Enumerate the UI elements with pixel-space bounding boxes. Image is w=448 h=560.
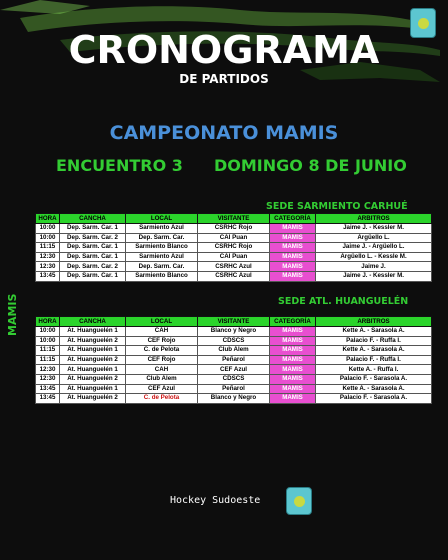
table-cell: Sarmiento Azul [126,224,198,234]
table-cell: Dep. Sarm. Car. 2 [60,233,126,243]
table-cell: Kette A. - Sarasola A. [316,327,432,337]
table-cell: 10:00 [36,336,60,346]
table-cell: MAMIS [270,262,316,272]
date-label: DOMINGO 8 DE JUNIO [214,156,407,175]
schedule-table [35,213,432,282]
column-header: CATEGORÍA [270,317,316,327]
table-cell: CEF Azul [198,365,270,375]
table-row [36,336,432,346]
table-cell: CEF Rojo [126,336,198,346]
table-cell: Palacio F. - Sarasola A. [316,374,432,384]
table-cell: Dep. Sarm. Car. 1 [60,252,126,262]
table-cell: MAMIS [270,336,316,346]
schedule-table [35,316,432,404]
table-cell: MAMIS [270,224,316,234]
table-cell: CSRHC Rojo [198,224,270,234]
page-title: CRONOGRAMA [68,28,380,72]
table-cell: At. Huanguelén 1 [60,346,126,356]
table-row [36,271,432,281]
table-cell: Kette A. - Sarasola A. [316,346,432,356]
table-cell: At. Huanguelén 1 [60,365,126,375]
column-header: LOCAL [126,214,198,224]
table-cell: Dep. Sarm. Car. [126,262,198,272]
table-row [36,243,432,253]
table-row [36,233,432,243]
table-cell: CAH [126,327,198,337]
column-header: LOCAL [126,317,198,327]
table-cell: Dep. Sarm. Car. 1 [60,224,126,234]
table-cell: CAI Puan [198,252,270,262]
column-header: CATEGORÍA [270,214,316,224]
table-cell: 11:15 [36,355,60,365]
table-row [36,374,432,384]
round-label: ENCUENTRO 3 [56,156,183,175]
table-cell: Dep. Sarm. Car. 1 [60,271,126,281]
table-cell: MAMIS [270,394,316,404]
table-cell: CSRHC Azul [198,271,270,281]
table-cell: MAMIS [270,233,316,243]
table-cell: Jaime J. - Argüello L. [316,243,432,253]
table-cell: Dep. Sarm. Car. 2 [60,262,126,272]
table-cell: 12:30 [36,374,60,384]
table-row [36,262,432,272]
column-header: CANCHA [60,317,126,327]
column-header: VISITANTE [198,214,270,224]
table-header-row [36,317,432,327]
table-cell: Club Alem [126,374,198,384]
table-cell: MAMIS [270,384,316,394]
table-cell: MAMIS [270,252,316,262]
table-cell: Argüello L. - Kessle M. [316,252,432,262]
table-cell: 11:15 [36,346,60,356]
table-cell: CAI Puan [198,233,270,243]
table-cell: At. Huanguelén 2 [60,374,126,384]
table-cell: At. Huanguelén 2 [60,336,126,346]
table-cell: MAMIS [270,355,316,365]
column-header: ARBITROS [316,214,432,224]
table-cell: Palacio F. - Sarasola A. [316,394,432,404]
table-cell: MAMIS [270,365,316,375]
hockey-sudoeste-logo-icon [286,487,312,515]
table-cell: Blanco y Negro [198,394,270,404]
table-cell: At. Huanguelén 2 [60,355,126,365]
table-cell: 10:00 [36,233,60,243]
table-cell: MAMIS [270,243,316,253]
table-cell: Argüello L. [316,233,432,243]
table-row [36,384,432,394]
table-cell: CEF Azul [126,384,198,394]
table-row [36,394,432,404]
column-header: HORA [36,214,60,224]
table-cell: 13:45 [36,271,60,281]
table-cell: CSRHC Azul [198,262,270,272]
table-cell: Jaime J. [316,262,432,272]
table-cell: Sarmiento Blanco [126,271,198,281]
table-cell: 13:45 [36,384,60,394]
table-cell: 12:30 [36,252,60,262]
table-cell: CDSCS [198,374,270,384]
table-cell: 11:15 [36,243,60,253]
footer-brand: Hockey Sudoeste [170,495,261,506]
column-header: CANCHA [60,214,126,224]
table-cell: Club Alem [198,346,270,356]
table-row [36,252,432,262]
table-cell: 13:45 [36,394,60,404]
table-cell: C. de Pelota [126,394,198,404]
table-cell: Dep. Sarm. Car. 1 [60,243,126,253]
table-cell: Kette A. - Ruffa I. [316,365,432,375]
table-header-row [36,214,432,224]
column-header: HORA [36,317,60,327]
table-row [36,365,432,375]
table-cell: Palacio F. - Ruffa I. [316,355,432,365]
table-row [36,224,432,234]
venue-title: SEDE ATL. HUANGUELÉN [278,296,409,307]
table-cell: Palacio F. - Ruffa I. [316,336,432,346]
table-cell: 12:30 [36,262,60,272]
tournament-name: CAMPEONATO MAMIS [109,122,339,144]
table-cell: Blanco y Negro [198,327,270,337]
table-cell: CEF Rojo [126,355,198,365]
table-cell: MAMIS [270,271,316,281]
table-cell: Jaime J. - Kessler M. [316,271,432,281]
category-side-label: MAMIS [6,293,19,337]
table-row [36,346,432,356]
table-cell: 10:00 [36,224,60,234]
table-cell: CAH [126,365,198,375]
table-cell: MAMIS [270,346,316,356]
table-cell: At. Huanguelén 1 [60,384,126,394]
table-cell: CDSCS [198,336,270,346]
table-cell: Peñarol [198,355,270,365]
table-cell: MAMIS [270,374,316,384]
table-cell: Sarmiento Azul [126,252,198,262]
table-cell: 10:00 [36,327,60,337]
table-cell: MAMIS [270,327,316,337]
page-subtitle: DE PARTIDOS [179,72,269,86]
table-cell: C. de Pelota [126,346,198,356]
table-row [36,355,432,365]
table-row [36,327,432,337]
table-cell: Sarmiento Blanco [126,243,198,253]
table-cell: At. Huanguelén 2 [60,394,126,404]
table-cell: Peñarol [198,384,270,394]
table-cell: At. Huanguelén 1 [60,327,126,337]
column-header: ARBITROS [316,317,432,327]
venue-title: SEDE SARMIENTO CARHUÉ [266,201,408,212]
table-cell: 12:30 [36,365,60,375]
table-cell: Dep. Sarm. Car. [126,233,198,243]
table-cell: Jaime J. - Kessler M. [316,224,432,234]
table-cell: Kette A. - Sarasola A. [316,384,432,394]
column-header: VISITANTE [198,317,270,327]
table-cell: CSRHC Rojo [198,243,270,253]
